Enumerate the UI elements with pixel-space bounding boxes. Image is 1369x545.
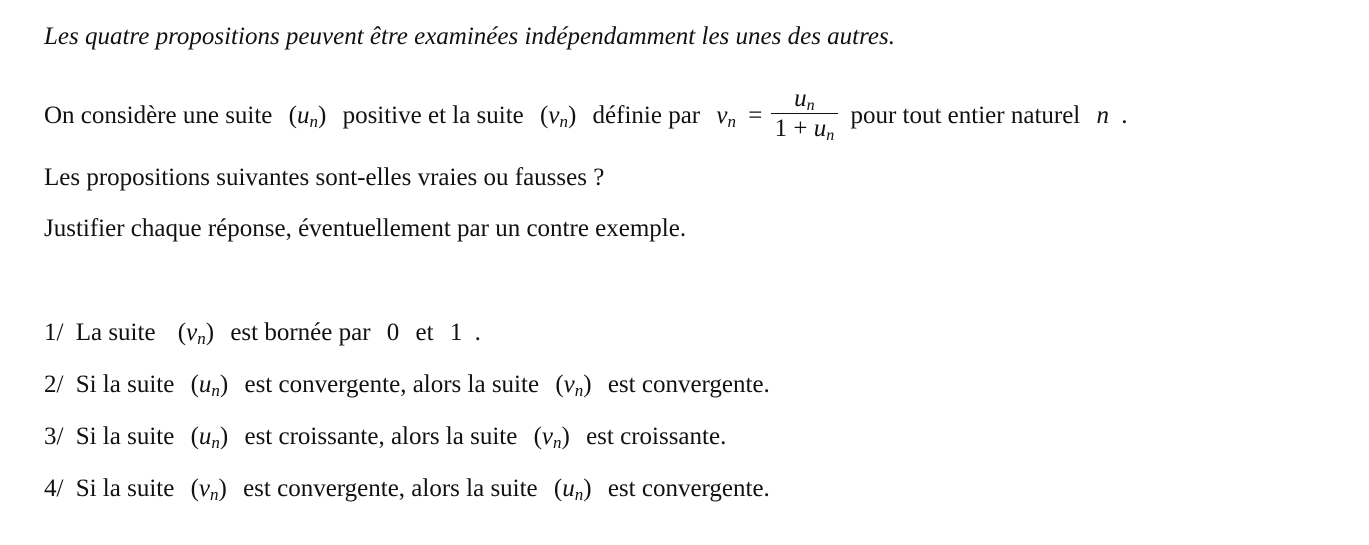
sequence-v-symbol: $(v_n)$ — [540, 102, 577, 132]
proposition-3 — [44, 423, 727, 452]
question-true-false: Les propositions suivantes sont-elles vraies ou fausses ? — [44, 164, 605, 191]
vn-term: $v_n$ — [716, 102, 736, 132]
definition-part2: positive et la suite — [342, 102, 524, 130]
proposition-1 — [44, 319, 481, 348]
sequence-v-symbol: $(v_n)$ — [177, 319, 215, 348]
sequence-v-symbol: $(v_n)$ — [533, 423, 570, 452]
proposition-number: 4/ — [44, 475, 64, 502]
fraction-denominator: $1 + u_n$ — [774, 115, 835, 144]
proposition-end: . — [474, 319, 481, 346]
proposition-text: est convergente, alors la suite — [244, 371, 540, 398]
proposition-text: Si la suite — [75, 371, 175, 398]
bound-zero: 0 — [386, 319, 400, 346]
definition-part3: définie par — [592, 102, 701, 130]
sequence-u-symbol: $(u_n)$ — [190, 423, 229, 452]
sequence-u-symbol: $(u_n)$ — [553, 475, 592, 504]
sequence-u-symbol: $(u_n)$ — [190, 371, 229, 400]
proposition-number: 2/ — [44, 371, 64, 398]
proposition-number: 1/ — [44, 319, 64, 346]
proposition-and: et — [415, 319, 434, 346]
proposition-text: Si la suite — [75, 475, 175, 502]
fraction — [771, 85, 839, 144]
fraction-numerator: $u_n$ — [771, 86, 839, 114]
proposition-text: La suite — [75, 319, 156, 346]
proposition-text: est convergente, alors la suite — [243, 475, 538, 502]
sequence-v-symbol: $(v_n)$ — [555, 371, 592, 400]
variable-n: n — [1096, 102, 1110, 130]
proposition-2 — [44, 371, 770, 400]
proposition-text: est bornée par — [230, 319, 371, 346]
definition-part1: On considère une suite — [44, 102, 273, 130]
intro-text: Les quatre propositions peuvent être examinées indépendamment les unes des autres. — [44, 23, 895, 50]
proposition-text: est croissante, alors la suite — [244, 423, 518, 450]
proposition-number: 3/ — [44, 423, 64, 450]
question-justify: Justifier chaque réponse, éventuellement par un contre exemple. — [44, 215, 687, 242]
proposition-text: est croissante. — [586, 423, 727, 450]
definition-end: . — [1121, 102, 1128, 130]
proposition-text: est convergente. — [607, 475, 770, 502]
equals-sign: = — [748, 102, 763, 130]
bound-one: 1 — [449, 319, 463, 346]
proposition-text: Si la suite — [75, 423, 175, 450]
proposition-text: est convergente. — [607, 371, 770, 398]
sequence-v-symbol: $(v_n)$ — [190, 475, 227, 504]
sequence-u-symbol: $(u_n)$ — [288, 102, 327, 132]
proposition-4 — [44, 475, 770, 504]
definition-line — [44, 85, 1128, 145]
definition-part4: pour tout entier naturel — [850, 102, 1081, 130]
